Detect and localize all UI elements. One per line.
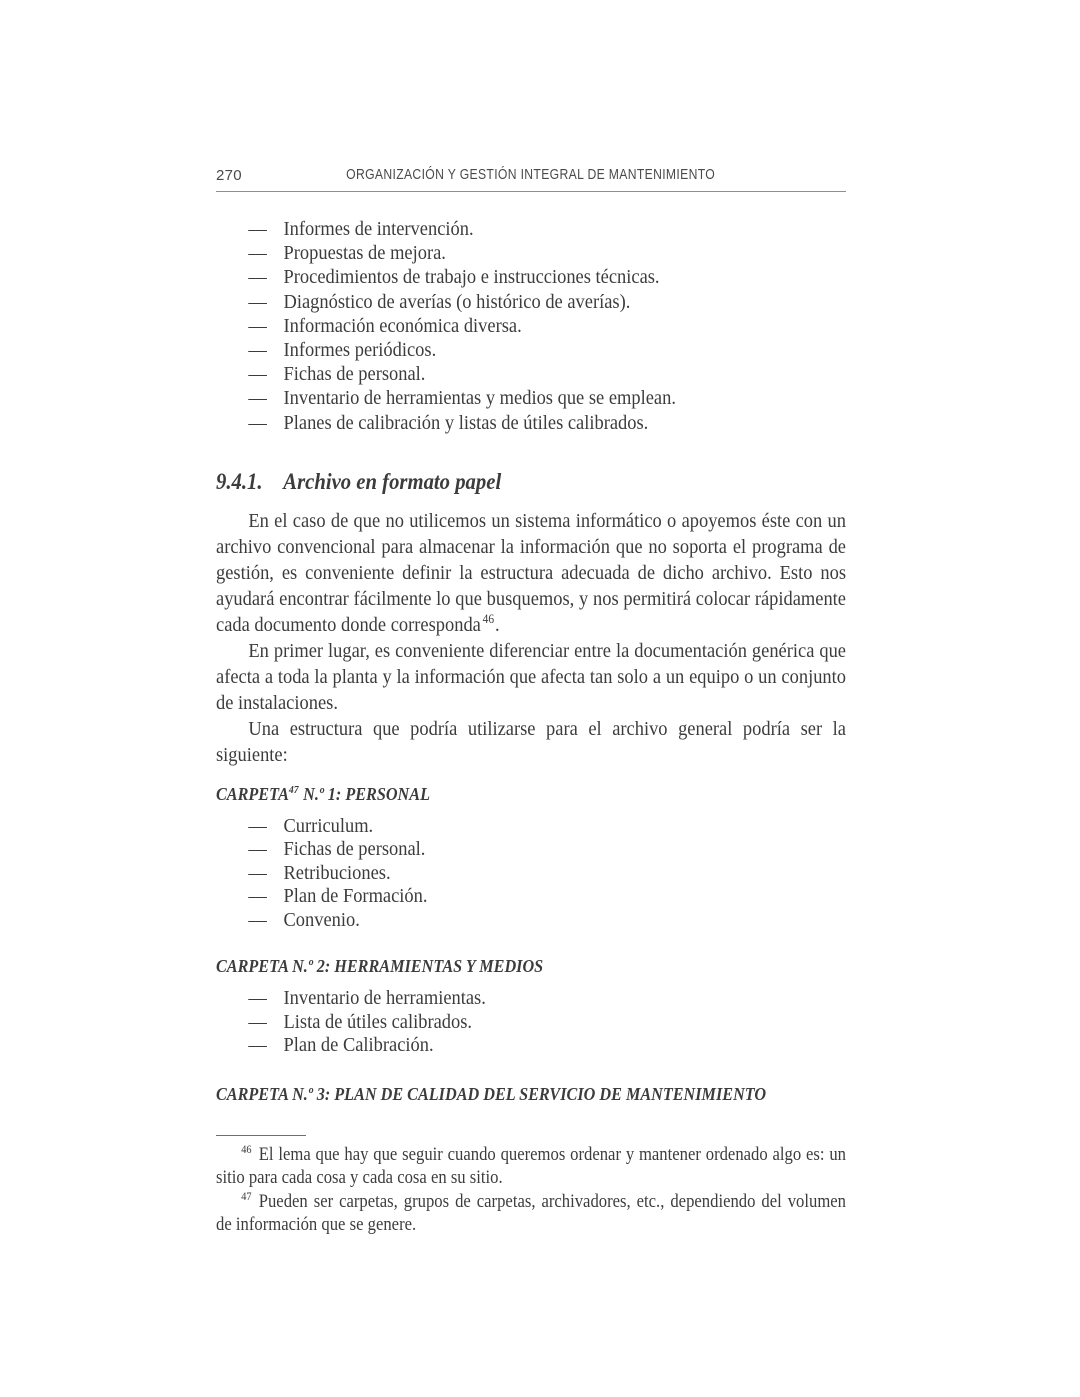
paragraph: Una estructura que podría utilizarse para el archivo general podría ser la siguiente: — [216, 717, 846, 766]
list-item-text: Retribuciones. — [283, 861, 391, 884]
list-item-text: Fichas de personal. — [283, 838, 426, 861]
paragraph-text: . — [495, 613, 500, 636]
list-item-text: Lista de útiles calibrados. — [283, 1010, 473, 1033]
dash-marker: — — [248, 885, 267, 908]
footnote-number: 47 — [241, 1190, 252, 1203]
running-title: ORGANIZACIÓN Y GESTIÓN INTEGRAL DE MANTENIMIENTO — [346, 167, 716, 183]
footnote — [216, 1191, 846, 1238]
list-item-text: Informes periódicos. — [283, 339, 437, 362]
page-number: 270 — [216, 167, 242, 184]
list-item — [216, 838, 846, 862]
footnote-ref-46: 46 — [482, 612, 495, 626]
dash-marker: — — [248, 987, 267, 1010]
list-item — [216, 862, 846, 886]
list-item-text: Inventario de herramientas. — [283, 987, 486, 1010]
header-rule — [216, 191, 846, 192]
footnote-number: 46 — [241, 1143, 252, 1156]
folder-heading — [216, 1084, 846, 1105]
list-item — [216, 1034, 846, 1058]
dash-marker: — — [248, 814, 267, 837]
folder-items-list — [216, 987, 846, 1058]
list-item-text: Curriculum. — [283, 814, 374, 837]
folder-label: CARPETA N.º 2: HERRAMIENTAS Y MEDIOS — [216, 956, 544, 977]
dash-marker: — — [248, 266, 267, 289]
paragraph — [216, 508, 846, 638]
dash-marker: — — [248, 363, 267, 386]
paragraph: En primer lugar, es conveniente diferenciar entre la documentación genérica que afecta a toda la planta y la información que afecta tan solo a un equipo o un conjunto de instalaciones. — [216, 639, 846, 714]
folder-items-list — [216, 815, 846, 933]
list-item — [216, 338, 846, 362]
folder-label-rest: N.º 1: PERSONAL — [303, 783, 430, 804]
document-types-list — [216, 217, 846, 435]
dash-marker: — — [248, 1010, 267, 1033]
footnotes-section — [216, 1135, 846, 1238]
dash-marker: — — [248, 387, 267, 410]
list-item-text: Plan de Formación. — [283, 885, 428, 908]
folder-label: CARPETA — [216, 783, 289, 804]
paragraph-text: En el caso de que no utilicemos un sistema informático o apoyemos éste con un archivo convencional para almacenar la información que no soporta el programa de gestión, es conveniente definir la estructura adecuada de dicho archivo. Esto nos ayudará encontrar fácilmente lo que busquemos, y nos permitirá colocar rápidamente cada documento donde corresponda — [216, 509, 846, 636]
folder-section-personal — [216, 784, 846, 933]
list-item-text: Planes de calibración y listas de útiles calibrados. — [283, 411, 649, 434]
folder-label: CARPETA N.º 3: PLAN DE CALIDAD DEL SERVICIO DE MANTENIMIENTO — [216, 1083, 767, 1104]
section-title: Archivo en formato papel — [283, 468, 502, 494]
header-row — [216, 166, 846, 185]
running-title-wrap — [216, 166, 846, 184]
page-body — [216, 217, 846, 1238]
footnote-ref-47: 47 — [288, 783, 299, 796]
list-item-text: Plan de Calibración. — [283, 1034, 434, 1057]
dash-marker: — — [248, 339, 267, 362]
folder-section-plan-calidad — [216, 1084, 846, 1105]
list-item-text: Convenio. — [283, 908, 360, 931]
list-item — [216, 314, 846, 338]
footnote-text: Pueden ser carpetas, grupos de carpetas, archivadores, etc., dependiendo del volumen de información que se genere. — [216, 1191, 846, 1236]
dash-marker: — — [248, 411, 267, 434]
folder-heading — [216, 784, 846, 805]
footnote-text: El lema que hay que seguir cuando queremos ordenar y mantener ordenado algo es: un sitio para cada cosa y cada cosa en su sitio. — [216, 1144, 846, 1189]
list-item — [216, 241, 846, 265]
list-item-text: Procedimientos de trabajo e instrucciones técnicas. — [283, 266, 660, 289]
list-item-text: Fichas de personal. — [283, 363, 426, 386]
list-item-text: Inventario de herramientas y medios que se emplean. — [283, 387, 676, 410]
dash-marker: — — [248, 218, 267, 240]
list-item — [216, 265, 846, 289]
dash-marker: — — [248, 242, 267, 265]
section-number: 9.4.1. — [216, 468, 263, 494]
dash-marker: — — [248, 314, 267, 337]
list-item — [216, 885, 846, 909]
dash-marker: — — [248, 861, 267, 884]
list-item — [216, 290, 846, 314]
list-item — [216, 386, 846, 410]
folder-heading — [216, 956, 846, 977]
list-item — [216, 411, 846, 435]
list-item — [216, 217, 846, 241]
list-item-text: Propuestas de mejora. — [283, 242, 446, 265]
dash-marker: — — [248, 908, 267, 931]
page-header — [216, 166, 846, 192]
list-item-text: Diagnóstico de averías (o histórico de averías). — [283, 290, 631, 313]
folder-section-herramientas — [216, 956, 846, 1058]
body-paragraphs — [216, 508, 846, 768]
section-heading — [216, 468, 846, 495]
list-item — [216, 362, 846, 386]
dash-marker: — — [248, 838, 267, 861]
list-item-text: Información económica diversa. — [283, 314, 522, 337]
list-item — [216, 815, 846, 839]
list-item-text: Informes de intervención. — [283, 218, 474, 240]
footnote-separator — [216, 1135, 306, 1136]
dash-marker: — — [248, 290, 267, 313]
list-item — [216, 987, 846, 1011]
footnote — [216, 1144, 846, 1191]
list-item — [216, 909, 846, 933]
list-item — [216, 1011, 846, 1035]
dash-marker: — — [248, 1034, 267, 1057]
